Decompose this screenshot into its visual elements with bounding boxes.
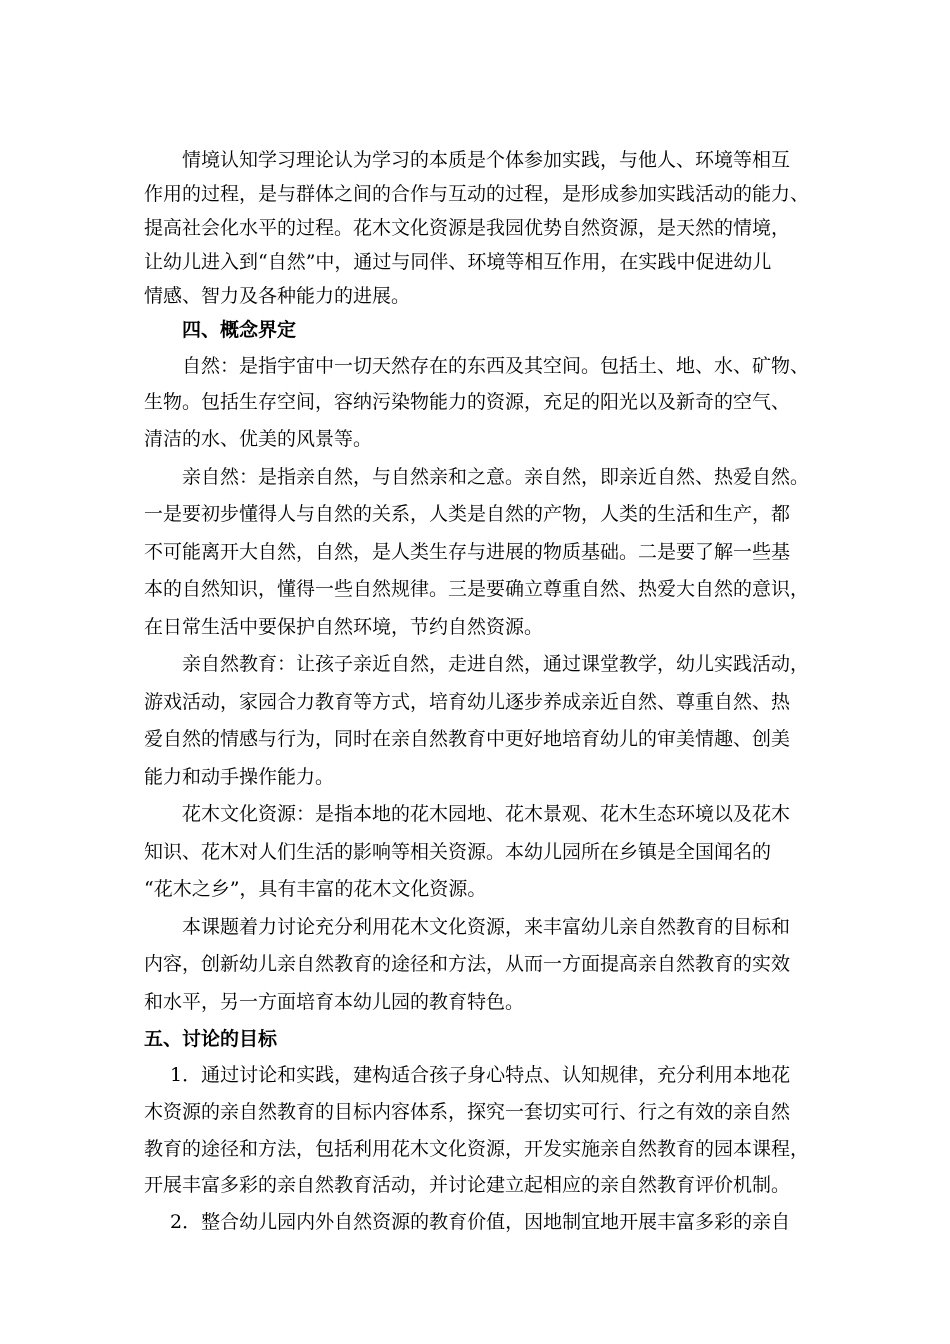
paragraph-line: 生物。包括生存空间，容纳污染物能力的资源，充足的阳光以及新奇的空气、 [144, 391, 791, 413]
paragraph-line: 情感、智力及各种能力的进展。 [144, 285, 411, 307]
paragraph-line: 亲自然教育：让孩子亲近自然，走进自然，通过课堂教学，幼儿实践活动， [182, 653, 810, 675]
paragraph-line: 木资源的亲自然教育的目标内容体系，探究一套切实可行、行之有效的亲自然 [144, 1101, 791, 1123]
paragraph-line: 开展丰富多彩的亲自然教育活动，并讨论建立起相应的亲自然教育评价机制。 [144, 1174, 791, 1196]
paragraph-line: 本课题着力讨论充分利用花木文化资源，来丰富幼儿亲自然教育的目标和 [182, 916, 791, 938]
paragraph-line: 一是要初步懂得人与自然的关系，人类是自然的产物，人类的生活和生产，都 [144, 503, 791, 525]
paragraph-line: 不可能离开大自然，自然，是人类生存与进展的物质基础。二是要了解一些基 [144, 541, 791, 563]
paragraph-line: 让幼儿进入到“自然”中，通过与同伴、环境等相互作用，在实践中促进幼儿 [144, 251, 772, 273]
paragraph-line: 花木文化资源：是指本地的花木园地、花木景观、花木生态环境以及花木 [182, 803, 791, 825]
paragraph-line: 亲自然：是指亲自然，与自然亲和之意。亲自然，即亲近自然、热爱自然。 [182, 466, 810, 488]
section-heading: 五、讨论的目标 [144, 1028, 278, 1050]
paragraph-line: 能力和动手操作能力。 [144, 766, 335, 788]
paragraph-line: 1．通过讨论和实践，建构适合孩子身心特点、认知规律，充分利用本地花 [170, 1064, 791, 1086]
paragraph-line: 自然：是指宇宙中一切天然存在的东西及其空间。包括土、地、水、矿物、 [182, 355, 810, 377]
paragraph-line: 内容，创新幼儿亲自然教育的途径和方法，从而一方面提高亲自然教育的实效 [144, 953, 791, 975]
paragraph-line: 提高社会化水平的过程。花木文化资源是我园优势自然资源，是天然的情境， [144, 217, 791, 239]
paragraph-line: “花木之乡”，具有丰富的花木文化资源。 [144, 878, 487, 900]
section-heading: 四、概念界定 [182, 319, 297, 341]
paragraph-line: 清洁的水、优美的风景等。 [144, 428, 373, 450]
paragraph-line: 本的自然知识，懂得一些自然规律。三是要确立尊重自然、热爱大自然的意识， [144, 578, 810, 600]
paragraph-line: 教育的途径和方法，包括利用花木文化资源，开发实施亲自然教育的园本课程， [144, 1138, 810, 1160]
paragraph-line: 游戏活动，家园合力教育等方式，培育幼儿逐步养成亲近自然、尊重自然、热 [144, 691, 791, 713]
paragraph-line: 和水平，另一方面培育本幼儿园的教育特色。 [144, 991, 525, 1013]
paragraph-line: 2．整合幼儿园内外自然资源的教育价值，因地制宜地开展丰富多彩的亲自 [170, 1211, 791, 1233]
paragraph-line: 知识、花木对人们生活的影响等相关资源。本幼儿园所在乡镇是全国闻名的 [144, 841, 772, 863]
paragraph-line: 在日常生活中要保护自然环境，节约自然资源。 [144, 616, 544, 638]
paragraph-line: 爱自然的情感与行为，同时在亲自然教育中更好地培育幼儿的审美情趣、创美 [144, 728, 791, 750]
paragraph-line: 情境认知学习理论认为学习的本质是个体参加实践，与他人、环境等相互 [182, 149, 791, 171]
paragraph-line: 作用的过程，是与群体之间的合作与互动的过程，是形成参加实践活动的能力、 [144, 183, 810, 205]
